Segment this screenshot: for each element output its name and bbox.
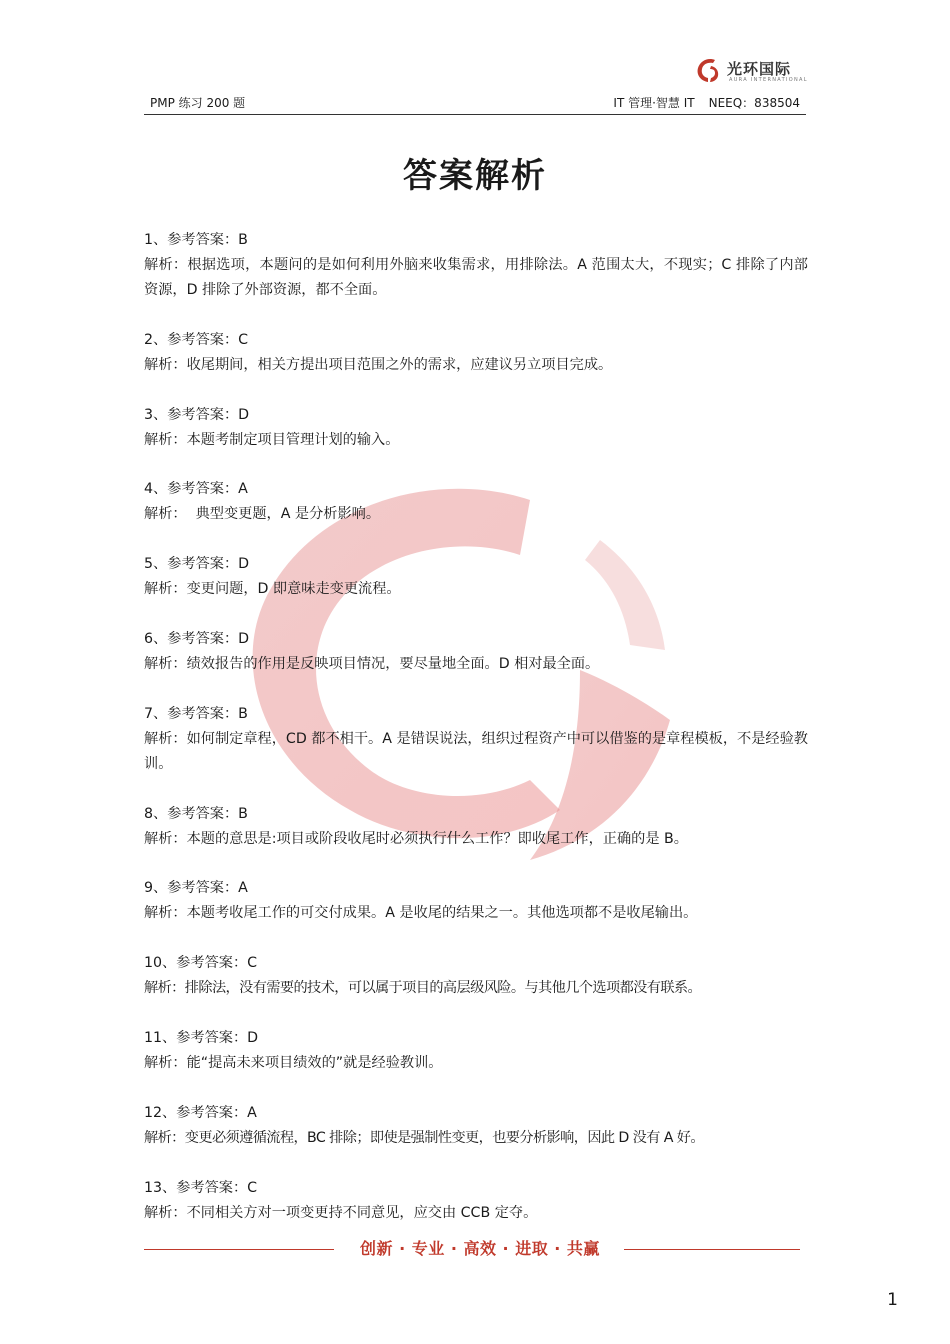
aura-swirl-logo-icon xyxy=(695,56,723,84)
answer-item xyxy=(144,627,808,677)
answer-item xyxy=(144,702,808,777)
answer-item xyxy=(144,328,808,378)
page-footer xyxy=(144,1236,800,1262)
page-number: 1 xyxy=(887,1290,898,1310)
explanation-text: 解析：变更必须遵循流程，BC 排除；即使是强制性变更，也要分析影响，因此 D 没有 A 好。 xyxy=(144,1129,704,1146)
answer-line: 6、参考答案：D xyxy=(144,630,250,647)
page-header xyxy=(144,92,806,115)
footer-slogan: 创新 · 专业 · 高效 · 进取 · 共赢 xyxy=(360,1239,600,1258)
explanation-text: 解析：如何制定章程，CD 都不相干。A 是错误说法，组织过程资产中可以借鉴的是章程模板，不是经验教训。 xyxy=(144,730,808,772)
answer-line: 11、参考答案：D xyxy=(144,1029,259,1046)
header-company-info xyxy=(613,94,800,111)
answer-line: 8、参考答案：B xyxy=(144,805,248,822)
answer-item xyxy=(144,477,808,527)
answer-item xyxy=(144,876,808,926)
company-logo xyxy=(695,54,808,88)
header-slogan: IT 管理·智慧 IT xyxy=(613,96,695,110)
explanation-text: 解析：排除法，没有需要的技术，可以属于项目的高层级风险。与其他几个选项都没有联系。 xyxy=(144,980,702,997)
answer-line: 4、参考答案：A xyxy=(144,481,248,498)
explanation-text: 解析：根据选项，本题问的是如何利用外脑来收集需求，用排除法。A 范围太大，不现实；C 排除了内部资源，D 排除了外部资源，都不全面。 xyxy=(144,257,808,298)
answer-line: 9、参考答案：A xyxy=(144,880,248,897)
answer-line: 3、参考答案：D xyxy=(144,406,250,423)
footer-divider-right xyxy=(624,1249,800,1250)
answer-item xyxy=(144,552,808,602)
explanation-text: 解析：本题考收尾工作的可交付成果。A 是收尾的结果之一。其他选项都不是收尾输出。 xyxy=(144,905,698,922)
answer-line: 10、参考答案：C xyxy=(144,955,258,972)
header-doc-title: PMP 练习 200 题 xyxy=(150,96,246,110)
answer-item xyxy=(144,1176,808,1226)
answer-line: 2、参考答案：C xyxy=(144,331,249,348)
explanation-text: 解析：收尾期间，相关方提出项目范围之外的需求，应建议另立项目完成。 xyxy=(144,356,613,373)
explanation-text: 解析：能“提高未来项目绩效的”就是经验教训。 xyxy=(144,1054,443,1071)
answer-list xyxy=(144,228,808,1250)
explanation-text: 解析：不同相关方对一项变更持不同意见，应交由 CCB 定夺。 xyxy=(144,1204,538,1221)
answer-line: 12、参考答案：A xyxy=(144,1104,257,1121)
logo-name-cn: 光环国际 xyxy=(727,60,792,78)
explanation-text: 解析：本题考制定项目管理计划的输入。 xyxy=(144,431,400,448)
explanation-text: 解析： 典型变更题，A 是分析影响。 xyxy=(144,506,381,523)
header-neeq-code: NEEQ：838504 xyxy=(708,96,800,110)
page-title: 答案解析 xyxy=(403,156,547,196)
explanation-text: 解析：绩效报告的作用是反映项目情况，要尽量地全面。D 相对最全面。 xyxy=(144,655,600,672)
answer-line: 7、参考答案：B xyxy=(144,705,248,722)
answer-item xyxy=(144,802,808,852)
answer-line: 5、参考答案：D xyxy=(144,556,250,573)
logo-name-en: AURA INTERNATIONAL xyxy=(729,77,808,83)
answer-item xyxy=(144,403,808,453)
answer-item xyxy=(144,951,808,1001)
footer-divider-left xyxy=(144,1249,334,1250)
answer-item xyxy=(144,228,808,303)
answer-item xyxy=(144,1101,808,1151)
explanation-text: 解析：本题的意思是:项目或阶段收尾时必须执行什么工作？即收尾工作，正确的是 B。 xyxy=(144,830,688,847)
explanation-text: 解析：变更问题，D 即意味走变更流程。 xyxy=(144,581,401,598)
answer-line: 1、参考答案：B xyxy=(144,232,248,248)
answer-line: 13、参考答案：C xyxy=(144,1179,258,1196)
answer-item xyxy=(144,1026,808,1076)
